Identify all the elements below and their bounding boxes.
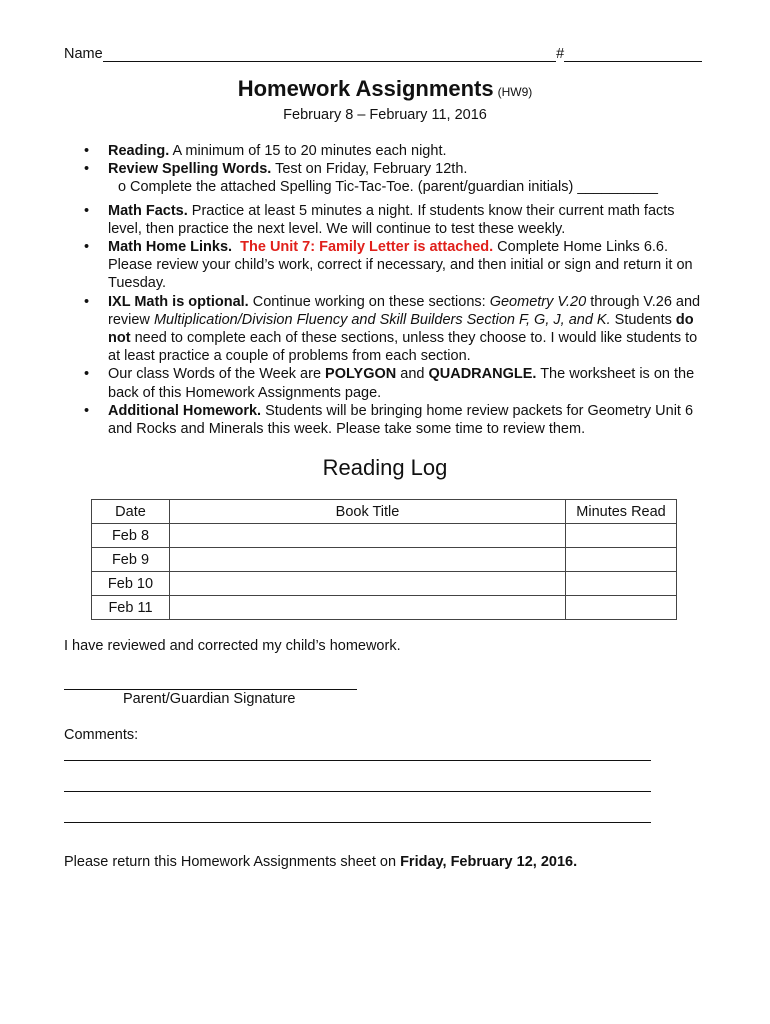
list-item-spelling [80, 160, 705, 196]
return-text: Please return this Homework Assignments sheet on [64, 854, 401, 870]
list-item-reading [80, 142, 705, 160]
table-row [92, 596, 677, 620]
date-range: February 8 – February 11, 2016 [283, 107, 487, 123]
header-minutes-read: Minutes Read [566, 500, 677, 524]
bullet-icon: • [84, 143, 90, 159]
table-header-row [92, 500, 677, 524]
additional-label: Additional Homework. [108, 402, 262, 419]
home-links-label: Math Home Links. [108, 239, 233, 256]
row-date: Feb 11 [92, 596, 170, 620]
signature-line[interactable] [64, 689, 357, 690]
bullet-icon: • [84, 366, 90, 383]
header-book-title: Book Title [170, 500, 566, 524]
row-date: Feb 10 [92, 572, 170, 596]
words-text-3: The worksheet is on the back of this Homework Assignments page. [108, 366, 695, 401]
table-row [92, 572, 677, 596]
reading-log-title: Reading Log [322, 455, 448, 480]
book-title-cell[interactable] [170, 596, 566, 620]
title-text: Homework Assignments [237, 76, 494, 101]
book-title-cell[interactable] [170, 548, 566, 572]
comment-line-2[interactable] [64, 791, 651, 792]
header-date: Date [92, 500, 170, 524]
word-polygon: POLYGON [325, 366, 397, 383]
list-item-ixl [80, 293, 705, 366]
spelling-subitem [108, 178, 705, 196]
comment-line-3[interactable] [64, 822, 651, 823]
spelling-sub-text: Complete the attached Spelling Tic-Tac-Toe. (parent/guardian initials) __________ [130, 179, 658, 196]
family-letter-note: The Unit 7: Family Letter is attached. [240, 239, 494, 256]
minutes-cell[interactable] [566, 596, 677, 620]
return-instruction [64, 854, 577, 870]
word-quadrangle: QUADRANGLE. [428, 366, 537, 383]
assignment-list [80, 142, 705, 438]
ixl-text-4: need to complete each of these sections, unless they choose to. I would like students to at least practice a couple of problems from each section. [108, 330, 698, 365]
book-title-cell[interactable] [170, 524, 566, 548]
comments-label: Comments: [64, 727, 139, 743]
bullet-icon: • [84, 239, 90, 256]
list-item-home-links [80, 238, 705, 293]
number-field[interactable] [564, 47, 702, 62]
title-code: (HW9) [497, 85, 533, 99]
spelling-text: Test on Friday, February 12th. [271, 161, 468, 178]
bullet-icon: • [84, 402, 90, 419]
circle-bullet-icon: o [118, 179, 127, 196]
minutes-cell[interactable] [566, 572, 677, 596]
name-label: Name [64, 46, 103, 62]
table-row [92, 548, 677, 572]
ixl-do-not: do not [108, 311, 694, 347]
list-item-math-facts [80, 202, 705, 238]
number-label: # [556, 46, 565, 62]
minutes-cell[interactable] [566, 524, 677, 548]
math-facts-text: Practice at least 5 minutes a night. If students know their current math facts level, then practice the next level. We will continue to test these weekly. [108, 202, 675, 237]
minutes-cell[interactable] [566, 548, 677, 572]
return-date: Friday, February 12, 2016. [400, 854, 578, 870]
spelling-label: Review Spelling Words. [108, 161, 272, 178]
reviewed-statement: I have reviewed and corrected my child’s homework. [64, 638, 401, 654]
table-row [92, 524, 677, 548]
bullet-icon: • [84, 293, 90, 310]
book-title-cell[interactable] [170, 572, 566, 596]
row-date: Feb 8 [92, 524, 170, 548]
row-date: Feb 9 [92, 548, 170, 572]
list-item-additional [80, 402, 705, 438]
page-title [0, 76, 770, 102]
math-facts-label: Math Facts. [108, 202, 188, 219]
bullet-icon: • [84, 161, 90, 178]
reading-text: A minimum of 15 to 20 minutes each night. [169, 143, 447, 159]
ixl-review-sections: Multiplication/Division Fluency and Skill Builders Section F, G, J, and K. [153, 311, 611, 328]
signature-label: Parent/Guardian Signature [123, 691, 296, 707]
ixl-text-3: Students [610, 311, 676, 328]
home-links-text: Complete Home Links 6.6. Please review your child’s work, correct if necessary, and then initial or sign and return it on Tuesday. [108, 239, 693, 292]
name-row [64, 46, 702, 62]
words-text-2: and [396, 366, 429, 383]
ixl-geometry: Geometry V.20 [489, 293, 587, 310]
reading-log-table [91, 499, 677, 620]
bullet-icon: • [84, 202, 90, 219]
ixl-text-2: through V.26 and review [108, 293, 701, 328]
additional-text: Students will be bringing home review packets for Geometry Unit 6 and Rocks and Minerals this week. Please take some time to review them. [108, 402, 694, 438]
comment-line-1[interactable] [64, 760, 651, 761]
list-item-words [80, 365, 705, 401]
ixl-text-1: Continue working on these sections: [248, 293, 490, 310]
ixl-label: IXL Math is optional. [108, 293, 249, 310]
reading-label: Reading. [108, 143, 170, 159]
name-field[interactable] [103, 47, 556, 62]
words-text-1: Our class Words of the Week are [108, 366, 326, 383]
